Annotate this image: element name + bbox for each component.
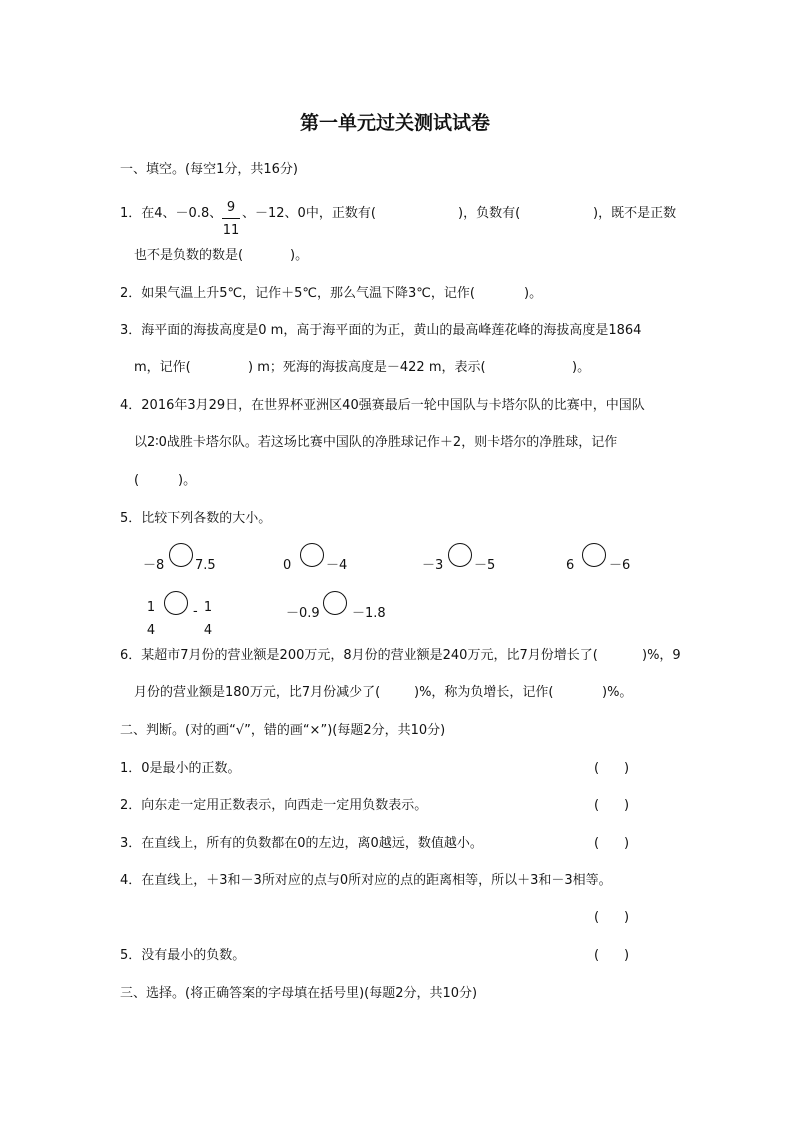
judge-item-text: 4．在直线上，＋3和－3所对应的点与0所对应的点的距离相等，所以＋3和－3相等。 — [120, 873, 612, 888]
answer-paren-open: ( — [594, 761, 600, 776]
answer-paren-open: ( — [594, 948, 600, 963]
answer-paren-close: ) — [624, 948, 630, 963]
compare-left-fraction — [144, 601, 158, 637]
compare-right-value: 7.5 — [195, 558, 216, 573]
compare-right-fraction — [201, 601, 215, 637]
q4-line3-b: )。 — [178, 473, 197, 488]
q1-line2: 也不是负数的数是( — [134, 248, 244, 263]
answer-paren-close: ) — [624, 836, 630, 851]
fraction-denominator: 4 — [146, 623, 156, 638]
q1-fraction-denominator: 11 — [222, 223, 240, 238]
q3-line2-c: )。 — [572, 360, 591, 375]
q4-line1: 4．2016年3月29日，在世界杯亚洲区40强赛最后一轮中国队与卡塔尔队的比赛中，中国队 — [120, 398, 645, 413]
judge-item-text: 1．0是最小的正数。 — [120, 761, 241, 776]
answer-paren-open: ( — [594, 836, 600, 851]
fraction-denominator: 4 — [203, 623, 213, 638]
q1-fraction — [222, 201, 240, 237]
compare-left-value: －0.9 — [286, 606, 320, 621]
section-fill-in-header: 一、填空。(每空1分，共16分) — [120, 162, 298, 177]
page-title: 第一单元过关测试试卷 — [300, 112, 491, 134]
compare-right-value: －5 — [474, 558, 496, 573]
q2-text: 2．如果气温上升5℃，记作＋5℃，那么气温下降3℃，记作( — [120, 286, 475, 301]
compare-left-value: 6 — [566, 558, 575, 573]
answer-paren-close: ) — [624, 761, 630, 776]
compare-blank-circle[interactable] — [169, 543, 193, 567]
answer-paren-open: ( — [594, 910, 600, 925]
compare-right-value: －6 — [609, 558, 631, 573]
fraction-numerator: 1 — [203, 600, 213, 615]
section-judge-header: 二、判断。(对的画“√”，错的画“×”)(每题2分，共10分) — [120, 723, 446, 738]
compare-left-value: －8 — [143, 558, 165, 573]
compare-blank-circle[interactable] — [582, 543, 606, 567]
q6-line2-a: 月份的营业额是180万元，比7月份减少了( — [134, 685, 381, 700]
judge-item-text: 3．在直线上，所有的负数都在0的左边，离0越远，数值越小。 — [120, 836, 483, 851]
compare-right-value: －4 — [326, 558, 348, 573]
q1-text-a: 1．在4、－0.8、 — [120, 206, 223, 221]
compare-blank-circle[interactable] — [300, 543, 324, 567]
compare-blank-circle[interactable] — [323, 591, 347, 615]
fraction-bar — [201, 618, 215, 619]
q6-line1-b: )%，9 — [642, 648, 681, 663]
q6-line1-a: 6．某超市7月份的营业额是200万元，8月份的营业额是240万元，比7月份增长了( — [120, 648, 598, 663]
q6-line2-b: )%，称为负增长，记作( — [414, 685, 554, 700]
q4-line3-a: ( — [134, 473, 140, 488]
q4-line2: 以2∶0战胜卡塔尔队。若这场比赛中国队的净胜球记作＋2，则卡塔尔的净胜球，记作 — [134, 435, 618, 450]
answer-paren-close: ) — [624, 910, 630, 925]
q1-text-d: )，既不是正数 — [593, 206, 677, 221]
q1-text-b: 、－12、0中，正数有( — [242, 206, 376, 221]
compare-left-value: －3 — [422, 558, 444, 573]
q3-line2-b: ) m；死海的海拔高度是－422 m，表示( — [248, 360, 486, 375]
section-choice-header: 三、选择。(将正确答案的字母填在括号里)(每题2分，共10分) — [120, 986, 478, 1001]
fraction-bar — [144, 618, 158, 619]
compare-blank-circle[interactable] — [164, 591, 188, 615]
q1-text-c: )，负数有( — [458, 206, 521, 221]
compare-right-value: －1.8 — [352, 606, 386, 621]
fraction-numerator: 1 — [146, 600, 156, 615]
compare-left-value: 0 — [283, 558, 292, 573]
q5-text: 5．比较下列各数的大小。 — [120, 511, 272, 526]
answer-paren-open: ( — [594, 798, 600, 813]
minus-sign: - — [193, 604, 198, 619]
answer-paren-close: ) — [624, 798, 630, 813]
judge-item-text: 2．向东走一定用正数表示，向西走一定用负数表示。 — [120, 798, 428, 813]
judge-item-text: 5．没有最小的负数。 — [120, 948, 246, 963]
q2-end: )。 — [524, 286, 543, 301]
q3-line1: 3．海平面的海拔高度是0 m，高于海平面的为正，黄山的最高峰莲花峰的海拔高度是1864 — [120, 323, 642, 338]
q6-line2-c: )%。 — [602, 685, 633, 700]
fraction-bar — [222, 218, 240, 219]
q1-fraction-numerator: 9 — [226, 200, 236, 215]
q3-line2-a: m，记作( — [134, 360, 191, 375]
q1-line2-end: )。 — [290, 248, 309, 263]
compare-blank-circle[interactable] — [448, 543, 472, 567]
